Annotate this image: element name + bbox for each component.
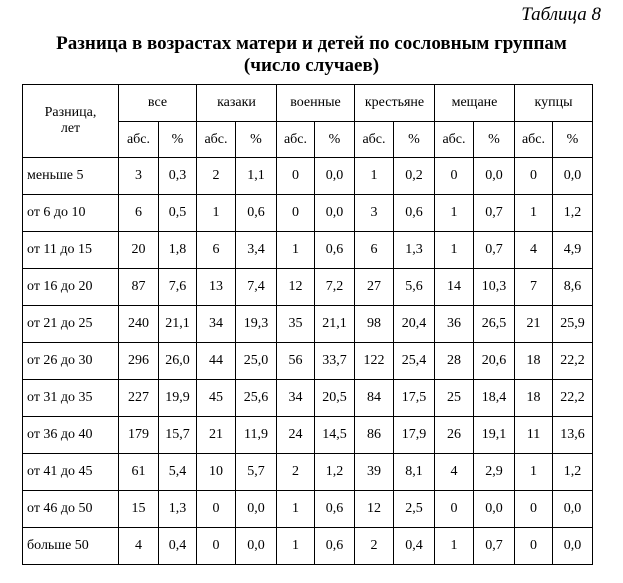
cell-percent: 15,7 — [159, 417, 197, 454]
cell-abs: 1 — [435, 195, 474, 232]
cell-abs: 15 — [119, 491, 159, 528]
cell-percent: 0,7 — [474, 232, 515, 269]
cell-percent: 2,9 — [474, 454, 515, 491]
table-row — [23, 232, 593, 269]
cell-abs: 21 — [197, 417, 236, 454]
table-row — [23, 380, 593, 417]
table-body — [23, 158, 593, 565]
cell-abs: 56 — [277, 343, 315, 380]
cell-abs: 1 — [515, 454, 553, 491]
cell-percent: 13,6 — [553, 417, 593, 454]
cell-abs: 25 — [435, 380, 474, 417]
cell-abs: 3 — [355, 195, 394, 232]
cell-percent: 0,0 — [315, 195, 355, 232]
table-row — [23, 528, 593, 565]
cell-percent: 0,0 — [236, 491, 277, 528]
cell-abs: 27 — [355, 269, 394, 306]
cell-percent: 1,2 — [553, 195, 593, 232]
cell-percent: 0,6 — [236, 195, 277, 232]
cell-abs: 0 — [435, 491, 474, 528]
cell-abs: 2 — [277, 454, 315, 491]
cell-percent: 17,5 — [394, 380, 435, 417]
corner-header — [23, 85, 119, 158]
cell-abs: 7 — [515, 269, 553, 306]
cell-abs: 34 — [277, 380, 315, 417]
cell-abs: 1 — [355, 158, 394, 195]
cell-percent: 8,1 — [394, 454, 435, 491]
cell-percent: 7,4 — [236, 269, 277, 306]
sub-header-percent: % — [236, 122, 277, 158]
table-title-line-2: (число случаев) — [243, 55, 380, 76]
cell-abs: 1 — [197, 195, 236, 232]
sub-header-abs: абс. — [435, 122, 474, 158]
cell-abs: 0 — [197, 491, 236, 528]
cell-percent: 0,0 — [315, 158, 355, 195]
cell-abs: 18 — [515, 380, 553, 417]
cell-percent: 22,2 — [553, 343, 593, 380]
cell-percent: 0,0 — [474, 491, 515, 528]
cell-abs: 3 — [119, 158, 159, 195]
cell-abs: 0 — [277, 195, 315, 232]
group-header: купцы — [515, 85, 593, 122]
cell-abs: 11 — [515, 417, 553, 454]
data-table — [22, 84, 593, 565]
table-number-label: Таблица 8 — [521, 4, 601, 25]
cell-percent: 1,2 — [553, 454, 593, 491]
cell-abs: 4 — [515, 232, 553, 269]
cell-abs: 12 — [355, 491, 394, 528]
cell-percent: 0,7 — [474, 195, 515, 232]
group-header: военные — [277, 85, 355, 122]
cell-percent: 19,9 — [159, 380, 197, 417]
cell-abs: 0 — [515, 491, 553, 528]
cell-abs: 61 — [119, 454, 159, 491]
cell-percent: 0,5 — [159, 195, 197, 232]
cell-percent: 0,0 — [553, 528, 593, 565]
sub-header-abs: абс. — [355, 122, 394, 158]
cell-percent: 17,9 — [394, 417, 435, 454]
cell-abs: 1 — [435, 232, 474, 269]
cell-percent: 1,3 — [394, 232, 435, 269]
cell-abs: 24 — [277, 417, 315, 454]
sub-header-percent: % — [474, 122, 515, 158]
cell-percent: 2,5 — [394, 491, 435, 528]
row-label: от 26 до 30 — [23, 343, 119, 380]
cell-percent: 20,4 — [394, 306, 435, 343]
cell-percent: 25,6 — [236, 380, 277, 417]
group-header: казаки — [197, 85, 277, 122]
cell-abs: 0 — [277, 158, 315, 195]
cell-percent: 19,3 — [236, 306, 277, 343]
group-header: крестьяне — [355, 85, 435, 122]
cell-percent: 1,1 — [236, 158, 277, 195]
cell-percent: 18,4 — [474, 380, 515, 417]
cell-percent: 26,5 — [474, 306, 515, 343]
cell-percent: 33,7 — [315, 343, 355, 380]
cell-percent: 5,4 — [159, 454, 197, 491]
sub-header-percent: % — [315, 122, 355, 158]
cell-percent: 4,9 — [553, 232, 593, 269]
table-row — [23, 343, 593, 380]
cell-abs: 12 — [277, 269, 315, 306]
cell-abs: 2 — [355, 528, 394, 565]
group-header: мещане — [435, 85, 515, 122]
row-label: от 11 до 15 — [23, 232, 119, 269]
cell-abs: 6 — [119, 195, 159, 232]
sub-header-percent: % — [159, 122, 197, 158]
cell-percent: 5,7 — [236, 454, 277, 491]
sub-header-abs: абс. — [277, 122, 315, 158]
cell-percent: 1,3 — [159, 491, 197, 528]
cell-abs: 34 — [197, 306, 236, 343]
cell-percent: 21,1 — [315, 306, 355, 343]
cell-percent: 11,9 — [236, 417, 277, 454]
cell-percent: 0,6 — [394, 195, 435, 232]
cell-abs: 1 — [277, 491, 315, 528]
cell-abs: 0 — [515, 528, 553, 565]
cell-abs: 28 — [435, 343, 474, 380]
corner-header-line-2: лет — [60, 121, 81, 136]
cell-percent: 20,5 — [315, 380, 355, 417]
cell-percent: 14,5 — [315, 417, 355, 454]
row-label: меньше 5 — [23, 158, 119, 195]
cell-abs: 6 — [197, 232, 236, 269]
cell-percent: 0,6 — [315, 528, 355, 565]
cell-percent: 0,0 — [236, 528, 277, 565]
cell-abs: 98 — [355, 306, 394, 343]
cell-abs: 39 — [355, 454, 394, 491]
cell-abs: 1 — [435, 528, 474, 565]
table-row — [23, 306, 593, 343]
group-header: все — [119, 85, 197, 122]
table-row — [23, 491, 593, 528]
cell-abs: 35 — [277, 306, 315, 343]
cell-percent: 0,0 — [553, 158, 593, 195]
cell-percent: 0,6 — [315, 491, 355, 528]
cell-abs: 227 — [119, 380, 159, 417]
sub-header-abs: абс. — [515, 122, 553, 158]
cell-abs: 122 — [355, 343, 394, 380]
cell-percent: 1,8 — [159, 232, 197, 269]
cell-abs: 18 — [515, 343, 553, 380]
cell-abs: 1 — [515, 195, 553, 232]
sub-header-percent: % — [553, 122, 593, 158]
cell-percent: 19,1 — [474, 417, 515, 454]
cell-abs: 4 — [435, 454, 474, 491]
cell-abs: 4 — [119, 528, 159, 565]
cell-percent: 10,3 — [474, 269, 515, 306]
cell-abs: 26 — [435, 417, 474, 454]
cell-abs: 13 — [197, 269, 236, 306]
cell-percent: 8,6 — [553, 269, 593, 306]
cell-percent: 20,6 — [474, 343, 515, 380]
cell-percent: 26,0 — [159, 343, 197, 380]
row-label: от 21 до 25 — [23, 306, 119, 343]
row-label: от 31 до 35 — [23, 380, 119, 417]
row-label: от 16 до 20 — [23, 269, 119, 306]
cell-abs: 14 — [435, 269, 474, 306]
cell-abs: 179 — [119, 417, 159, 454]
row-label: от 41 до 45 — [23, 454, 119, 491]
corner-header-line-1: Разница, — [44, 105, 97, 120]
cell-abs: 10 — [197, 454, 236, 491]
cell-abs: 240 — [119, 306, 159, 343]
cell-percent: 22,2 — [553, 380, 593, 417]
cell-abs: 296 — [119, 343, 159, 380]
cell-percent: 5,6 — [394, 269, 435, 306]
cell-percent: 0,0 — [474, 158, 515, 195]
table-row — [23, 269, 593, 306]
cell-abs: 2 — [197, 158, 236, 195]
cell-abs: 6 — [355, 232, 394, 269]
sub-header-percent: % — [394, 122, 435, 158]
cell-percent: 7,6 — [159, 269, 197, 306]
cell-abs: 87 — [119, 269, 159, 306]
cell-percent: 3,4 — [236, 232, 277, 269]
row-label: от 6 до 10 — [23, 195, 119, 232]
row-label: от 46 до 50 — [23, 491, 119, 528]
cell-abs: 20 — [119, 232, 159, 269]
group-header-row — [23, 85, 593, 122]
table-row — [23, 454, 593, 491]
cell-percent: 0,0 — [553, 491, 593, 528]
cell-abs: 45 — [197, 380, 236, 417]
cell-abs: 86 — [355, 417, 394, 454]
cell-percent: 7,2 — [315, 269, 355, 306]
cell-abs: 1 — [277, 528, 315, 565]
row-label: больше 50 — [23, 528, 119, 565]
cell-percent: 0,7 — [474, 528, 515, 565]
cell-abs: 36 — [435, 306, 474, 343]
cell-abs: 44 — [197, 343, 236, 380]
table-row — [23, 158, 593, 195]
table-title-line-1: Разница в возрастах матери и детей по сословным группам — [56, 33, 567, 54]
cell-percent: 25,9 — [553, 306, 593, 343]
cell-abs: 0 — [197, 528, 236, 565]
cell-percent: 0,3 — [159, 158, 197, 195]
cell-percent: 0,4 — [394, 528, 435, 565]
cell-percent: 25,0 — [236, 343, 277, 380]
cell-abs: 0 — [435, 158, 474, 195]
cell-abs: 84 — [355, 380, 394, 417]
cell-percent: 0,4 — [159, 528, 197, 565]
cell-abs: 21 — [515, 306, 553, 343]
cell-abs: 1 — [277, 232, 315, 269]
table-title — [0, 33, 623, 77]
sub-header-abs: абс. — [119, 122, 159, 158]
cell-abs: 0 — [515, 158, 553, 195]
cell-percent: 21,1 — [159, 306, 197, 343]
cell-percent: 0,2 — [394, 158, 435, 195]
table-row — [23, 195, 593, 232]
cell-percent: 25,4 — [394, 343, 435, 380]
table-row — [23, 417, 593, 454]
sub-header-abs: абс. — [197, 122, 236, 158]
cell-percent: 0,6 — [315, 232, 355, 269]
cell-percent: 1,2 — [315, 454, 355, 491]
row-label: от 36 до 40 — [23, 417, 119, 454]
